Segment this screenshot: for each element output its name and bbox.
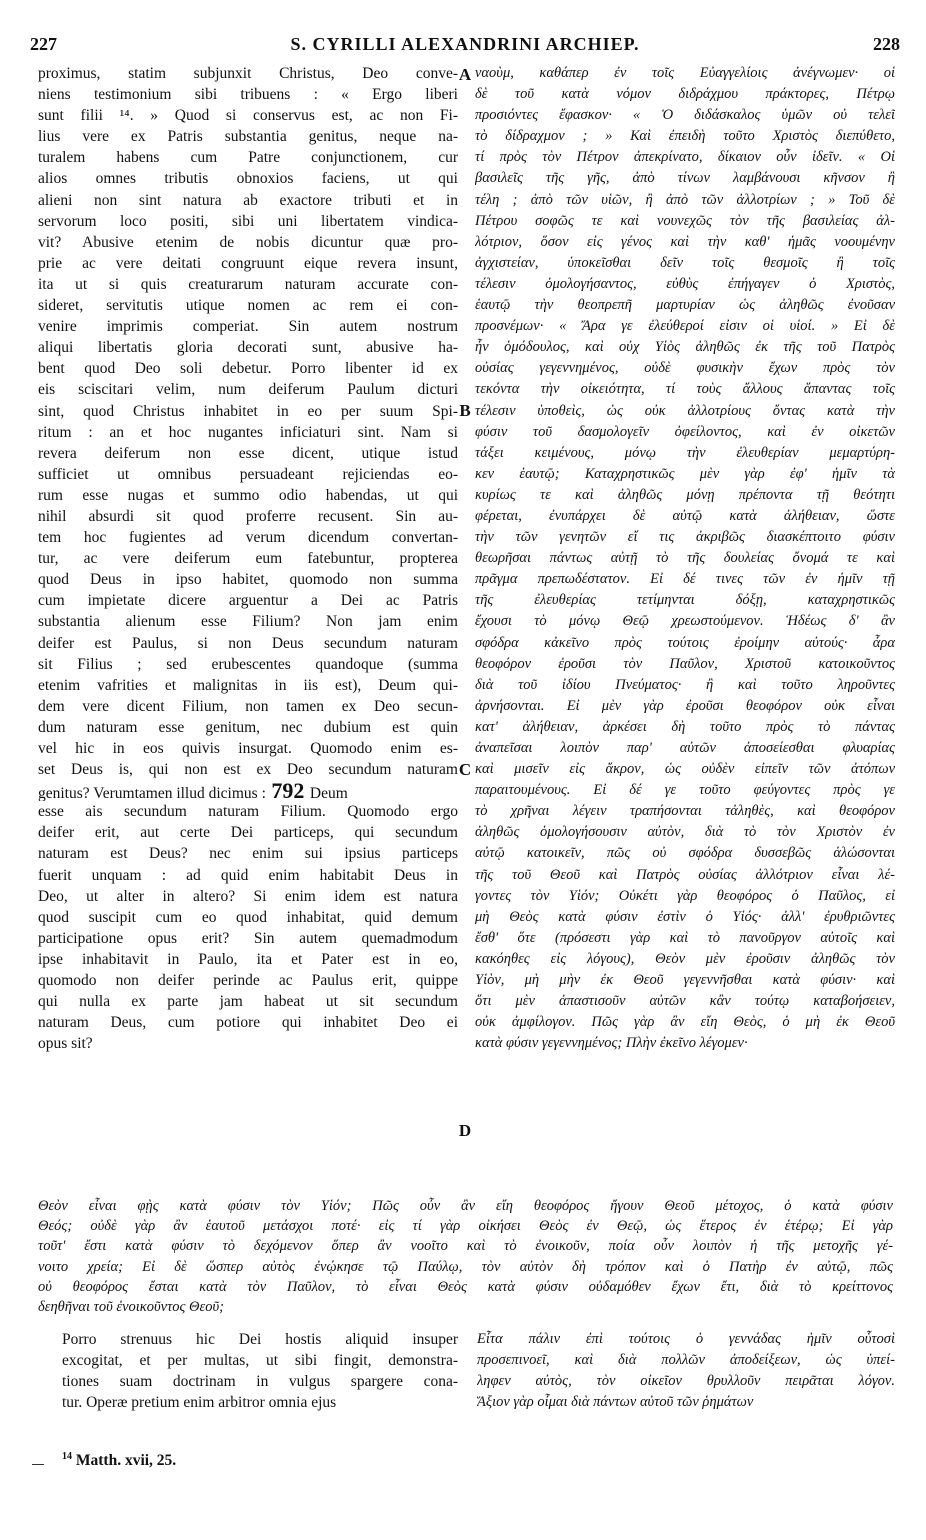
latin-line: tur, ac vere deiferum eum fatebuntur, propterea: [38, 550, 458, 568]
greek-line: ἦν ὁμόδουλος, καὶ οὐχ Υἱὸς ἀληθῶς ἐκ τῆς τοῦ Πατρὸς: [475, 339, 895, 356]
latin-line-text: genitus? Verumtamen illud dicimus :: [38, 785, 266, 802]
greek-line: τὸ χρῆναι λέγειν τραπήσονται τἀληθὲς, καὶ θεοφόρον: [475, 803, 895, 820]
greek-line: ἀναπεῖσαι λοιπὸν παρ' αὐτῶν ἀποσείεσθαι φλυαρίας: [475, 740, 895, 756]
greek-line: παραιτουμένους. Εἰ δέ γε τοῦτο φεύγοντες πρὸς γε: [475, 782, 895, 799]
latin-line: [38, 780, 458, 801]
latin-line: aliqui libertatis gloria decorati sunt, abusive ha-: [38, 339, 458, 357]
latin-line: rum esse nugas et summo odio habendas, ut qui: [38, 486, 458, 504]
greek-line: ἔχουσι τὸ μόνῳ Θεῷ χρεωστούμενον. Ἡδέως δ' ἂν: [475, 613, 895, 630]
greek-line: τέλεσιν ὑποθεὶς, ὡς οὐκ ἀλλοτρίους ὄντας κατὰ τὴν: [475, 402, 895, 419]
greek-line: κεν ἑαυτῷ; Καταχρηστικῶς μὲν γὰρ ἐφ' ἡμῖν τὰ: [475, 465, 895, 482]
greek-line: κατὰ φύσιν γεγεννημένος; Πλὴν ἐκεῖνο λέγομεν·: [475, 1035, 748, 1052]
latin-line: quod suscipit cum eo quod inhabitat, quid demum: [38, 908, 458, 926]
latin-line: proximus, statim subjunxit Christus, Deo conve-: [38, 65, 458, 82]
column-number: 792: [265, 780, 310, 802]
greek-continuation: [477, 1329, 895, 1434]
latin-line: naturam est Deus? nec enim sui ipsius particeps: [38, 845, 458, 863]
greek-line: κατ' ἀλήθειαν, ἀρκέσει δὴ τοῦτο πρὸς τὸ πάντας: [475, 718, 895, 735]
greek-line: τέλεσιν ὁμολογήσαντος, εὐθὺς ἐπήγαγεν ὁ Χριστὸς,: [475, 275, 895, 292]
latin-line: dum naturam esse genitum, nec dubium est quin: [38, 718, 458, 736]
latin-line: turalem habens cum Patre conjunctionem, cur: [38, 149, 458, 167]
latin-line: vel hic in eos quivis insurgat. Quomodo enim es-: [38, 740, 458, 757]
greek-line: κακόηθες εἰς λόγους), Θεὸν μὲν ἐροῦσιν ἀληθῶς τὸν: [475, 950, 895, 967]
latin-line: lius vere ex Patris substantia genitus, neque na-: [38, 128, 458, 146]
footnote-text: Matth. xvii, 25.: [75, 1452, 177, 1470]
greek-line: βασιλεῖς τῆς γῆς, ἀπὸ τίνων λαμβάνουσι κῆνσον ἢ: [475, 170, 895, 187]
latin-line: sit Filius ; sed erubescentes quandoque (summa: [38, 655, 458, 673]
greek-line: τεκόντα τὴν οἰκειότητα, τί τοὺς ἄλλους ἅπαντας τοῖς: [475, 381, 895, 398]
footnote-number: 14: [62, 1451, 72, 1462]
latin-line: set Deus is, qui non est ex Deo secundum naturam: [38, 761, 458, 779]
latin-line: sint, quod Christus inhabitet in eo per suum Spi-: [38, 402, 458, 420]
greek-line: προσνέμων· « Ἄρα γε ἐλεύθεροί εἰσιν οἱ υἱοί. » Εἰ δὲ: [475, 318, 895, 335]
greek-line: τέλη ; ἀπὸ τῶν υἱῶν, ἢ ἀπὸ τῶν ἀλλοτρίων ; » Τοῦ δὲ: [475, 191, 895, 208]
running-title: S. CYRILLI ALEXANDRINI ARCHIEP.: [290, 34, 640, 54]
greek-line: ἔσθ' ὅτε (πρόσεστι γὰρ καὶ τὸ πανοῦργον αὐτοῖς καὶ: [475, 929, 895, 946]
greek-column: [475, 63, 895, 1199]
bottom-latin-line: excogitat, et per multas, ut sibi fingit, demonstra-: [62, 1352, 458, 1370]
latin-line: nihil absurdi sit quod proferre recusent. Sin au-: [38, 507, 458, 525]
footnote-rule: [32, 1464, 44, 1465]
latin-line: qui nulla ex parte jam habeat ut sit secundum: [38, 993, 458, 1011]
greek-line: τὸ δίδραχμον ; » Καὶ ἐπειδὴ τοῦτο Χριστὸς διεπύθετο,: [475, 128, 895, 145]
bottom-greek-line: ληφεν αὐτὸς, τὸν οἰκεῖον θρυλλοῦν πειρᾶται λόγον.: [477, 1373, 895, 1390]
latin-line: revera deiferum non esse dicent, utique istud: [38, 444, 458, 462]
latin-line: servorum loco positi, sibi uni libertatem vindica-: [38, 212, 458, 230]
latin-line: Deo, ut alter in altero? Si enim idem est natura: [38, 887, 458, 905]
latin-line: cum impietate dicere arguentur a Dei ac Patris: [38, 592, 458, 610]
latin-line-tail: Deum: [309, 785, 348, 802]
bottom-greek-line: προσεπινοεῖ, καὶ διὰ πολλῶν ἀποδείξεων, ὡς ὑπεί-: [477, 1352, 895, 1369]
greek-line: ἀληθῶς ὁμολογήσουσιν αὐτὸν, διὰ τὸ τὸν Χριστὸν ἐν: [475, 824, 895, 841]
latin-line: sunt filii ¹⁴. » Quod si conservus est, ac non Fi-: [38, 107, 458, 125]
full-width-greek-line: τοῦτ' ἔστι κατὰ φύσιν τὸ δεχόμενον ὅπερ ἂν νοοῖτο καὶ τὸ ἐνοικοῦν, ποία οὖν λοιπὸν ἡ τῆς μετοχῆς γέ-: [38, 1238, 893, 1255]
greek-line: ναοὺμ, καθάπερ ἐν τοῖς Εὐαγγελίοις ἀνέγνωμεν· οἱ: [475, 65, 895, 81]
margin-marker-c: C: [458, 760, 472, 779]
greek-line: θεοφόρον ἐροῦσι τὸν Παῦλον, Χριστοῦ κατοικοῦντος: [475, 655, 895, 672]
greek-line: κυρίως τε καὶ ἀληθῶς μόνῃ πρέποντα τῇ θεότητι: [475, 486, 895, 503]
greek-line: ὅτι μὲν ἀπαστισοῦν αὐτῶν κἂν τούτῳ καταβοήσειεν,: [475, 993, 895, 1010]
latin-line: deifer erit, aut certe Dei particeps, qui secundum: [38, 824, 458, 842]
greek-line: καὶ μισεῖν εἰς ἄκρον, ὡς οὐδὲν εἰπεῖν τῶν ἀτόπων: [475, 761, 895, 778]
latin-line: sufficiet ut omnibus persuadeant rejiciendas eo-: [38, 465, 458, 483]
greek-line: ἀρνήσονται. Εἰ μὲν γὰρ ἐροῦσι θεοφόρον οὐκ εἶναι: [475, 697, 895, 714]
greek-line: μὴ Θεὸς κατὰ φύσιν ἐστὶν ὁ Υἱός· ἀλλ' ἐρυθριῶντες: [475, 908, 895, 925]
greek-line: θεωρῆσαι πάντως αὐτῇ τὸ τῆς δουλείας ὄνομά τε καὶ: [475, 550, 895, 567]
latin-line: sideret, servitutis utique nomen ac rem ei con-: [38, 297, 458, 315]
greek-line: σφόδρα κἀκεῖνο πρὸς τούτοις ἐροίμην αὐτούς· ἆρα: [475, 634, 895, 651]
latin-line: esse ais secundum naturam Filium. Quomodo ergo: [38, 803, 458, 821]
greek-line: λότριον, ὅσον εἰς γένος καὶ τὴν καθ' ἡμᾶς νοουμένην: [475, 233, 895, 250]
full-width-greek-passage: [38, 1196, 893, 1317]
greek-line: τῆς τοῦ Θεοῦ καὶ Πατρὸς οὐσίας ἀλλότριον εἶναι λέ-: [475, 866, 895, 883]
latin-line: opus sit?: [38, 1035, 93, 1053]
latin-line: niens testimonium sibi tribuens : « Ergo liberi: [38, 86, 458, 104]
bottom-latin-line: tur. Operæ pretium enim arbitror omnia ejus: [62, 1394, 337, 1412]
page-number-left: 227: [30, 34, 57, 54]
latin-line: etenim vafrities et malignitas in iis est), Deum qui-: [38, 676, 458, 694]
bottom-greek-line: Εἶτα πάλιν ἐπὶ τούτοις ὁ γεννάδας ἡμῖν οὗτοσὶ: [477, 1331, 895, 1347]
latin-line: alios omnes tributis obnoxios faciens, ut qui: [38, 170, 458, 188]
greek-line: οὐσίας γεγεννημένος, οὐδὲ φυσικὴν ἔχων πρὸς τὸν: [475, 360, 895, 377]
footnote: [62, 1451, 176, 1470]
full-width-greek-line: οὐ θεοφόρος ἔσται κατὰ τὸν Παῦλον, τὸ εἶναι Θεὸς κατὰ φύσιν οὐδαμόθεν ἔχων ἔτι, διὰ τὸ κρείττονος: [38, 1278, 893, 1295]
greek-line: διὰ τοῦ ἰδίου Πνεύματος· ἢ καὶ τοῦτο ληροῦντες: [475, 676, 895, 693]
bottom-latin-line: tiones suam doctrinam in vulgus spargere cona-: [62, 1373, 458, 1391]
greek-line: φύσιν τοῦ δασμολογεῖν ὀφείλοντος, καὶ ἐν οἰκετῶν: [475, 423, 895, 440]
bottom-greek-line: Ἄξιον γὰρ οἶμαι διὰ πάντων αὐτοῦ τῶν ῥημάτων: [477, 1394, 754, 1411]
greek-line: πρᾶγμα πρεπωδέστατον. Εἰ δέ τινες τῶν ἐν ἡμῖν τῇ: [475, 571, 895, 588]
bottom-latin-line: Porro strenuus hic Dei hostis aliquid insuper: [62, 1331, 458, 1348]
margin-marker-d: D: [458, 1121, 472, 1140]
latin-line: eis sciscitari velim, num deiferum Paulum dicturi: [38, 381, 458, 399]
full-width-greek-line: Θεὸν εἶναι φῂς κατὰ φύσιν τὸν Υἱόν; Πῶς οὖν ἂν εἴη θεοφόρος ἤγουν Θεοῦ μέτοχος, ὁ κατὰ φύσιν: [38, 1198, 893, 1214]
latin-line: dem vere dicent Filium, non tamen ex Deo secun-: [38, 697, 458, 715]
latin-line: prie ac vere deitati congruunt eique revera insunt,: [38, 254, 458, 272]
full-width-greek-line: νοιτο χρεία; Εἰ δὲ ὥσπερ αὐτὸς ἐνῴκησε τῷ Παύλῳ, τὸν αὐτὸν δὴ τρόπον καὶ ὁ Πατὴρ ἐν αὐτῷ, πῶς: [38, 1258, 893, 1275]
greek-line: τῆς ἐλευθερίας τετίμηνται δόξῃ, καταχρηστικῶς: [475, 592, 895, 609]
latin-line: quomodo non deifer perinde ac Paulus erit, quippe: [38, 972, 458, 990]
full-width-greek-line: Θεός; οὐδὲ γὰρ ἂν ἑαυτοῦ μετάσχοι ποτέ· εἰς τί γὰρ οἰκήσει Θεὸς ἐν Θεῷ, ὡς ἕτερος ἐν ἑτέρῳ; Εἰ γὰρ: [38, 1218, 893, 1235]
greek-line: τὴν τῶν γενητῶν εἴ τις ἀκριβῶς διασκέπτοιτο φύσιν: [475, 529, 895, 546]
greek-line: ἑαυτῷ τὴν θεοπρεπῆ μαρτυρίαν ὡς ἀληθῶς ἐνοῦσαν: [475, 297, 895, 314]
latin-line: substantia alienum esse Filium? Non jam enim: [38, 613, 458, 631]
latin-line: quod Deus in ipso habitet, quomodo non summa: [38, 571, 458, 589]
page-number-right: 228: [873, 34, 900, 54]
margin-marker-b: B: [459, 401, 471, 420]
greek-line: Υἱὸν, μὴ μὴν ἐκ Θεοῦ γεγεννῆσθαι κατὰ φύσιν· καὶ: [475, 972, 895, 989]
running-header: [30, 34, 900, 58]
greek-line: τί πρὸς τὸν Πέτρον ἀπεκρίνατο, δίκαιον οὖν ἰδεῖν. « Οἱ: [475, 149, 895, 166]
greek-line: τάξει κειμένους, μόνῳ τὴν ἐλευθερίαν μεμαρτύρη-: [475, 444, 895, 461]
full-width-greek-line: δεηθῆναι τοῦ ἐνοικοῦντος Θεοῦ;: [38, 1298, 224, 1315]
latin-line: vit? Abusive etenim de nobis dicuntur quæ pro-: [38, 233, 458, 251]
latin-continuation: [62, 1329, 458, 1434]
latin-line: fuerit unquam : ad quid enim habitabit Deus in: [38, 866, 458, 884]
greek-line: φέρεται, ἐνυπάρχει δὲ αὐτῷ κατὰ ἀλήθειαν, ὥστε: [475, 507, 895, 524]
latin-line: naturam Deus, cum potiore qui inhabitet Deo ei: [38, 1014, 458, 1032]
latin-line: ipse inhabitavit in Paulo, ita et Pater est in eo,: [38, 950, 458, 968]
margin-marker-a: A: [458, 65, 472, 84]
latin-line: deifer est Paulus, si non Deus secundum naturam: [38, 634, 458, 652]
latin-line: bent quod Deo soli debetur. Porro libenter id ex: [38, 360, 458, 378]
latin-column: [38, 63, 458, 1199]
latin-line: alieni non sint natura ab exactore tributi et in: [38, 191, 458, 209]
latin-line: tem hoc fugientes ad verum dicendum convertan-: [38, 529, 458, 547]
greek-line: οὐκ ἀμφίλογον. Πῶς γὰρ ἂν εἴη Θεὸς, ὁ μὴ ἐκ Θεοῦ: [475, 1014, 895, 1031]
greek-line: δὲ τοῦ κατὰ νόμον διδράχμου πράκτορες, Πέτρῳ: [475, 86, 895, 103]
greek-line: γοντες τὸν Υἱόν; Οὐκέτι γὰρ θεοφόρος ὁ Παῦλος, εἰ: [475, 887, 895, 904]
greek-line: ἀγχιστείαν, ὑποκεῖσθαι δεῖν τοῖς θεσμοῖς ἢ τοῖς: [475, 254, 895, 271]
latin-line: ritum : an et hoc nugantes inficiaturi sint. Nam si: [38, 423, 458, 441]
latin-line: ita ut si quis creaturarum naturam accurate con-: [38, 275, 458, 293]
greek-line: προσιόντες ἔφασκον· « Ὁ διδάσκαλος ὑμῶν οὐ τελεῖ: [475, 107, 895, 124]
latin-line: venire imprimis comperiat. Sin autem nostrum: [38, 318, 458, 336]
greek-line: αὐτῷ κατοικεῖν, πῶς οὐ σφόδρα δυσσεβῶς ἁλώσονται: [475, 845, 895, 862]
greek-line: Πέτρου σοφῶς τε καὶ νουνεχῶς τὸν τῆς βασιλείας ἀλ-: [475, 212, 895, 229]
latin-line: participatione opus erit? Sin autem quemadmodum: [38, 929, 458, 947]
